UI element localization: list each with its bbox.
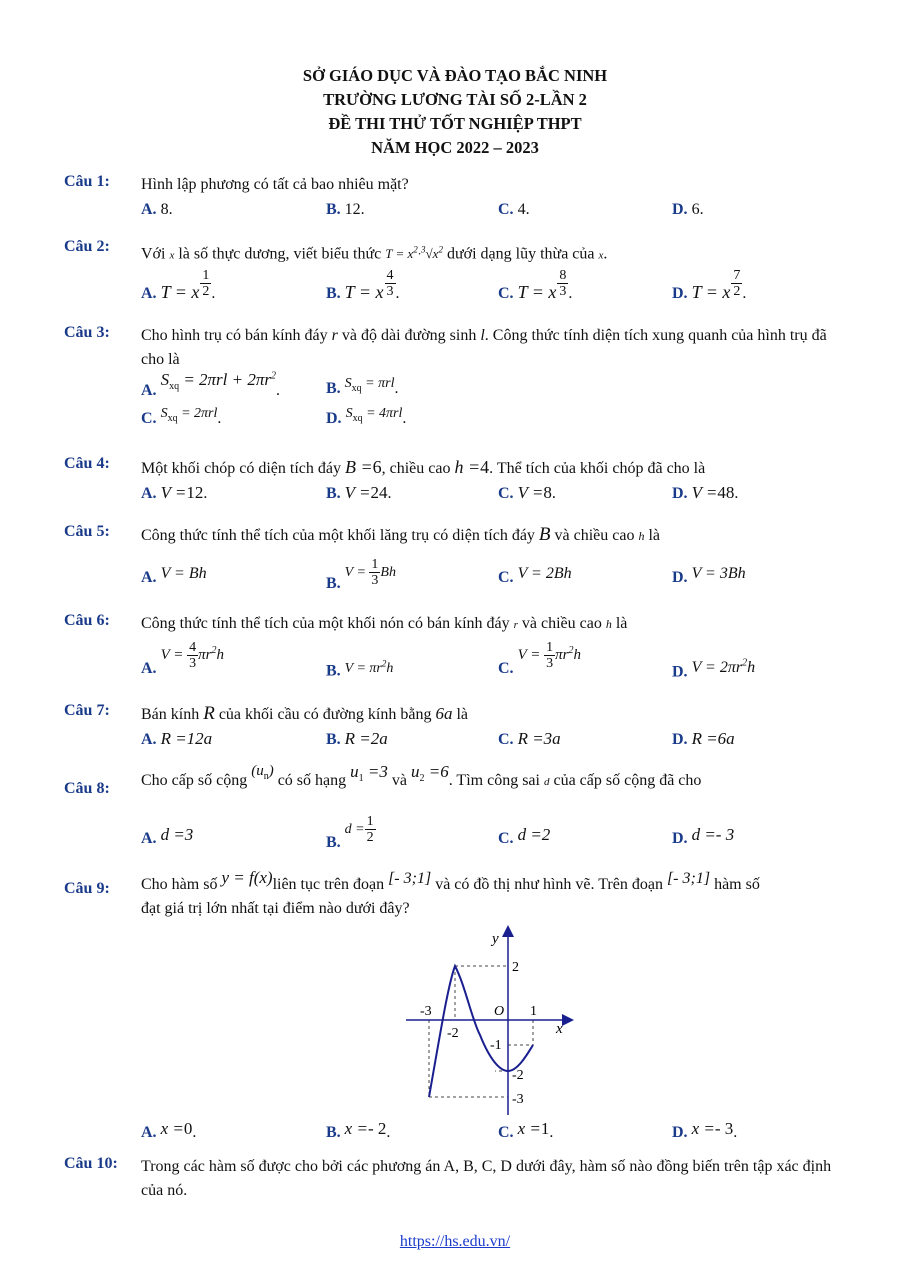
option-d: D. V = 3Bh <box>672 565 746 586</box>
footer-link[interactable]: https://hs.edu.vn/ <box>399 1233 511 1250</box>
option-d: D. R =6a <box>672 729 735 748</box>
option-d: D. x =- 3. <box>672 1119 738 1141</box>
question-label: Câu 3: <box>64 324 110 341</box>
question-1 <box>64 173 854 233</box>
header-line-2: TRƯỜNG LƯƠNG TÀI SỐ 2-LẦN 2 <box>323 90 587 109</box>
origin-label: O <box>494 1004 505 1019</box>
option-b: B. $V = \pi r^2h$ <box>326 658 394 680</box>
header-line-1: SỞ GIÁO DỤC VÀ ĐÀO TẠO BẮC NINH <box>302 66 608 85</box>
tick-label-1: 1 <box>530 1004 537 1019</box>
option-a: A. 8. <box>141 201 173 218</box>
option-b: B. T = x $^{\frac{4}{3}}$ . <box>326 268 400 303</box>
tick-label-y-minus-1: -1 <box>490 1038 502 1053</box>
option-c: C. V =8. <box>498 483 556 502</box>
option-c: C. V = 2Bh <box>498 565 572 586</box>
question-label: Câu 7: <box>64 702 110 719</box>
question-text: Trong các hàm số được cho bởi các phương án A, B, C, D dưới đây, hàm số nào đồng biến trên tập xác định của nó. <box>141 1158 832 1199</box>
question-4 <box>64 455 854 505</box>
option-b: B. V =24. <box>326 483 392 502</box>
header-line-4: NĂM HỌC 2022 – 2023 <box>371 138 539 157</box>
option-c: C. d =2 <box>498 825 551 847</box>
option-c: C. x =1. <box>498 1119 554 1141</box>
question-3 <box>64 324 854 444</box>
question-text: Công thức tính thể tích của một khối nón có bán kính đáy r và chiều cao h là <box>141 615 628 632</box>
option-a: A. V =12. <box>141 483 208 502</box>
question-2 <box>64 238 854 318</box>
question-5 <box>64 523 854 593</box>
question-text: Cho hình trụ có bán kính đáy r và độ dài đường sinh l. Công thức tính diện tích xung quanh của hình trụ đã cho là <box>141 327 827 368</box>
header-line-3: ĐỀ THI THỬ TỐT NGHIỆP THPT <box>328 114 582 133</box>
option-c: C. R =3a <box>498 729 561 748</box>
question-text: Hình lập phương có tất cả bao nhiêu mặt? <box>141 176 409 193</box>
option-a: A. d =3 <box>141 825 194 847</box>
y-axis-label: y <box>492 931 499 947</box>
option-d: D. V =48. <box>672 483 739 502</box>
x-axis-label: x <box>556 1021 563 1037</box>
option-b: B. 12. <box>326 201 365 218</box>
question-label: Câu 4: <box>64 455 110 472</box>
question-text: Cho hàm số y = f(x)liên tục trên đoạn [- 3;1] và có đồ thị như hình vẽ. Trên đoạn [- 3;1] hàm số đạt giá trị lớn nhất tại điểm nào dưới đây? <box>141 868 760 917</box>
option-d: D. 6. <box>672 201 704 218</box>
tick-label-y-minus-3: -3 <box>512 1092 524 1107</box>
option-d: D. T = x $^{\frac{7}{2}}$ . <box>672 268 747 303</box>
option-a: A. T = x $^{\frac{1}{2}}$ . <box>141 268 216 303</box>
tick-label-x-minus-3: -3 <box>420 1004 432 1019</box>
question-label: Câu 8: <box>64 780 110 797</box>
question-6 <box>64 612 854 682</box>
option-b: B. V = $\frac{1}{3}$ Bh <box>326 557 396 593</box>
question-label: Câu 9: <box>64 880 110 897</box>
tick-label-2: 2 <box>512 960 519 975</box>
question-label: Câu 1: <box>64 173 110 190</box>
question-label: Câu 6: <box>64 612 110 629</box>
option-c: C. $S_{xq} = 2\pi rl$. <box>141 406 222 427</box>
option-b: B. d = $\frac{1}{2}$ <box>326 814 374 852</box>
question-label: Câu 10: <box>64 1155 118 1172</box>
question-label: Câu 2: <box>64 238 110 255</box>
question-10 <box>64 1155 854 1210</box>
question-text: Một khối chóp có diện tích đáy B =6, chiều cao h =4. Thể tích của khối chóp đã cho là <box>141 457 706 477</box>
question-text: Cho cấp số cộng $(u_n)$ có số hạng $u_1 =3$ và $u_2 =6$. Tìm công sai d của cấp số cộng đã cho <box>141 762 702 789</box>
option-b: B. x =- 2. <box>326 1119 391 1141</box>
option-d: D. $V = 2\pi r^2h$ <box>672 658 756 681</box>
option-c: C. T = x $^{\frac{8}{3}}$ . <box>498 268 573 303</box>
question-text: Công thức tính thể tích của một khối lăng trụ có diện tích đáy B và chiều cao h là <box>141 524 661 545</box>
tick-label-y-minus-2: -2 <box>512 1068 524 1083</box>
question-text: Bán kính R của khối cầu có đường kính bằng 6a là <box>141 703 469 724</box>
footer <box>0 1233 910 1251</box>
option-d: D. d =- 3 <box>672 825 735 847</box>
question-7 <box>64 702 854 752</box>
question-8 <box>64 762 854 853</box>
tick-label-x-minus-2: -2 <box>447 1026 459 1041</box>
option-a: A. R =12a <box>141 729 213 748</box>
option-a: A. x =0. <box>141 1119 197 1141</box>
option-a: A. V = $\frac{4}{3}$ $\pi r^2h$ <box>141 640 224 678</box>
option-c: C. 4. <box>498 201 530 218</box>
function-graph <box>400 925 580 1120</box>
question-label: Câu 5: <box>64 523 110 540</box>
option-b: B. $S_{xq} = \pi rl$. <box>326 376 399 397</box>
option-a: A. $S_{xq} = 2\pi rl + 2\pi r^2$. <box>141 370 280 399</box>
option-c: C. V = $\frac{1}{3}$ $\pi r^2h$ <box>498 640 581 678</box>
option-b: B. R =2a <box>326 729 388 748</box>
option-d: D. $S_{xq} = 4\pi rl$. <box>326 406 407 427</box>
option-a: A. V = Bh <box>141 565 207 586</box>
question-text: Với x là số thực dương, viết biểu thức $T = x^2\cdot^3√x^2$ dưới dạng lũy thừa của x. <box>141 245 608 263</box>
